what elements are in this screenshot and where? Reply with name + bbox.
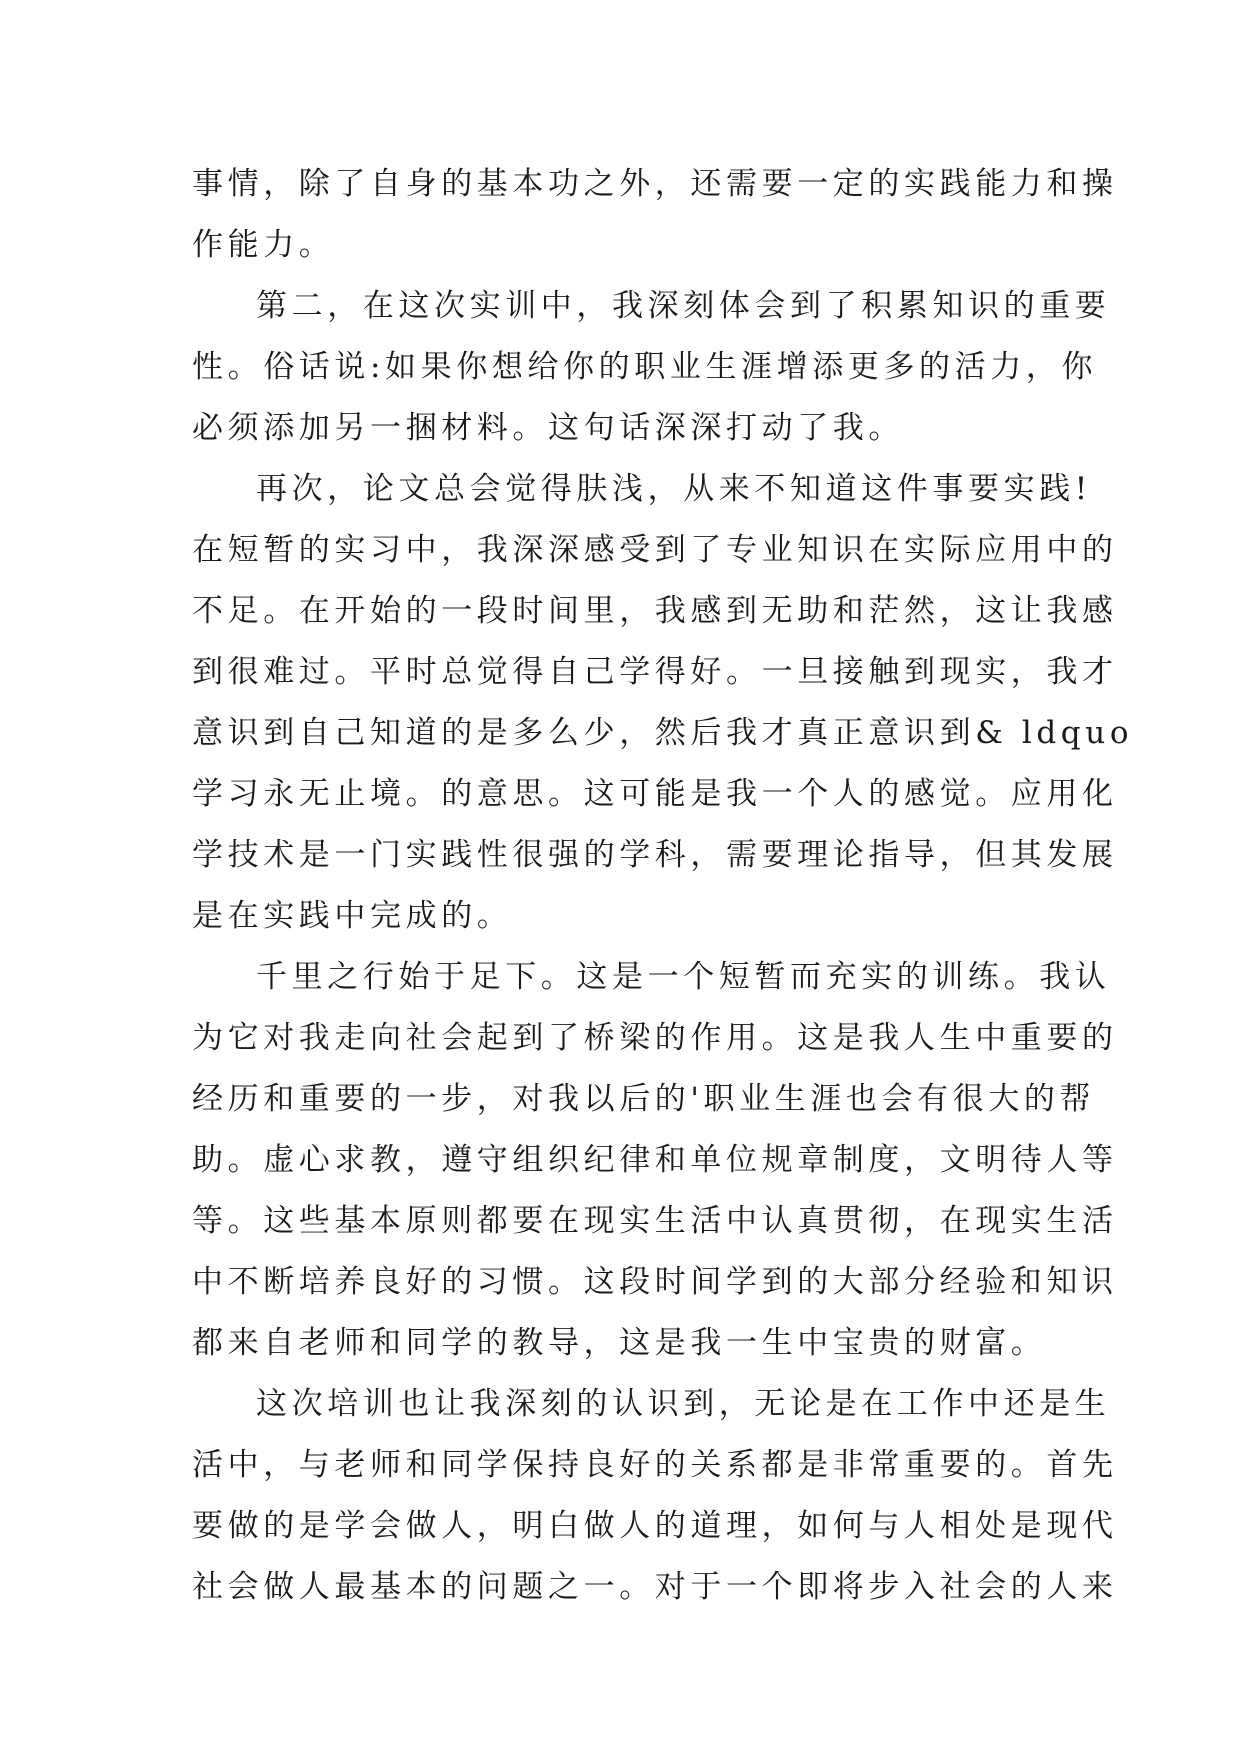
paragraph-first-line: 千里之行始于足下。这是一个短暂而充实的训练。我认 xyxy=(256,959,1111,995)
text-line: 等。这些基本原则都要在现实生活中认真贯彻，在现实生活 xyxy=(192,1203,1118,1239)
text-line: 是在实践中完成的。 xyxy=(192,898,513,934)
text-line: 必须添加另一捆材料。这句话深深打动了我。 xyxy=(192,410,904,446)
text-line: 到很难过。平时总觉得自己学得好。一旦接触到现实，我才 xyxy=(192,654,1118,690)
paragraph-first-line: 第二，在这次实训中，我深刻体会到了积累知识的重要 xyxy=(256,288,1111,324)
text-line: 事情，除了自身的基本功之外，还需要一定的实践能力和操 xyxy=(192,166,1118,202)
text-line: 为它对我走向社会起到了桥梁的作用。这是我人生中重要的 xyxy=(192,1020,1118,1056)
text-line: 都来自老师和同学的教导，这是我一生中宝贵的财富。 xyxy=(192,1325,1047,1361)
text-line: 经历和重要的一步，对我以后的'职业生涯也会有很大的帮 xyxy=(192,1081,1096,1117)
text-line: 意识到自己知道的是多么少，然后我才真正意识到& ldquo xyxy=(192,715,1134,751)
paragraph-first-line: 再次，论文总会觉得肤浅，从来不知道这件事要实践! xyxy=(256,471,1092,507)
text-line: 要做的是学会做人，明白做人的道理，如何与人相处是现代 xyxy=(192,1508,1118,1544)
text-line: 中不断培养良好的习惯。这段时间学到的大部分经验和知识 xyxy=(192,1264,1118,1300)
text-line: 学习永无止境。的意思。这可能是我一个人的感觉。应用化 xyxy=(192,776,1118,812)
text-line: 学技术是一门实践性很强的学科，需要理论指导，但其发展 xyxy=(192,837,1118,873)
text-line: 在短暂的实习中，我深深感受到了专业知识在实际应用中的 xyxy=(192,532,1118,568)
paragraph-first-line: 这次培训也让我深刻的认识到，无论是在工作中还是生 xyxy=(256,1386,1111,1422)
text-line: 性。俗话说:如果你想给你的职业生涯增添更多的活力，你 xyxy=(192,349,1098,385)
text-line: 作能力。 xyxy=(192,227,335,263)
text-line: 不足。在开始的一段时间里，我感到无助和茫然，这让我感 xyxy=(192,593,1118,629)
text-line: 助。虚心求教，遵守组织纪律和单位规章制度，文明待人等 xyxy=(192,1142,1118,1178)
text-line: 社会做人最基本的问题之一。对于一个即将步入社会的人来 xyxy=(192,1569,1118,1605)
text-line: 活中，与老师和同学保持良好的关系都是非常重要的。首先 xyxy=(192,1447,1118,1483)
